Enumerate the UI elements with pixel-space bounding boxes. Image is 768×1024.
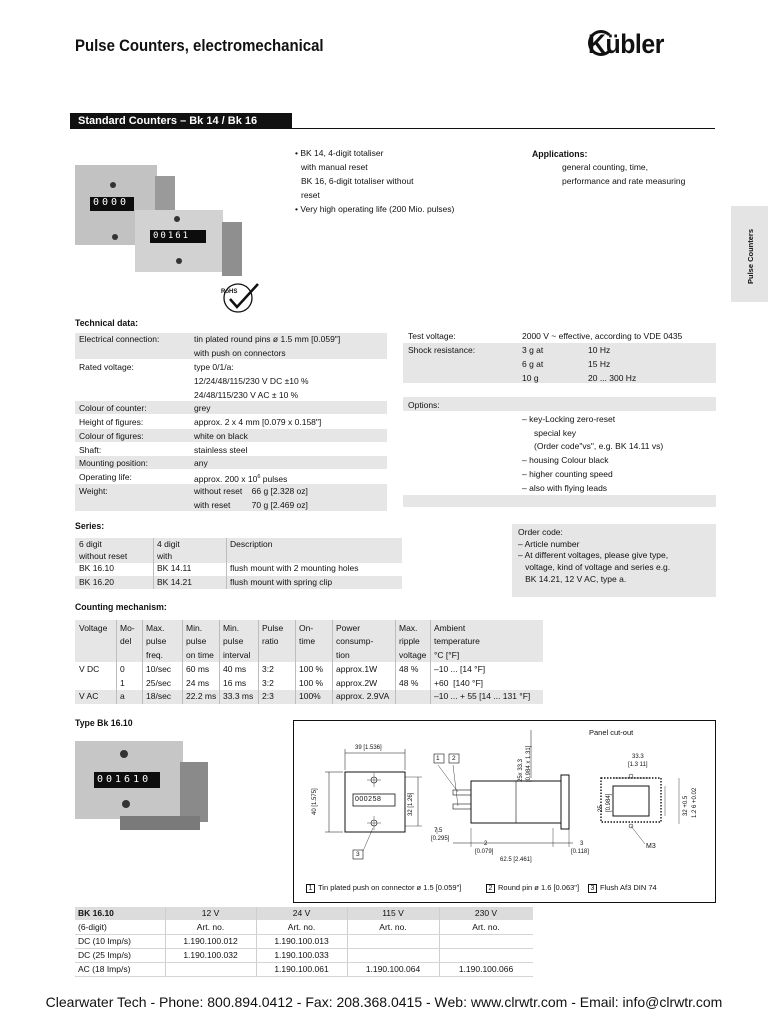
cm-cell: V DC xyxy=(79,664,100,674)
dim-label: [0.295] xyxy=(431,836,450,842)
type-counter-display: 001610 xyxy=(94,772,160,788)
series-cell: BK 14.21 xyxy=(157,577,192,587)
article-header: 12 V xyxy=(201,908,220,918)
tech-label: Shaft: xyxy=(79,445,102,455)
tech-right-value: 10 Hz xyxy=(588,345,611,355)
tech-value: without reset 66 g [2.328 oz] xyxy=(194,486,308,496)
dim-label: [1.3 11] xyxy=(628,762,648,768)
dim-label: [0.984] xyxy=(606,793,612,812)
cm-cell: 48 % xyxy=(399,678,419,688)
series-header: 4 digit xyxy=(157,539,180,549)
feature-line: reset xyxy=(301,190,320,200)
legend-item: 2 Round pin ø 1.6 [0.063"] xyxy=(486,883,579,893)
tech-label: Weight: xyxy=(79,486,108,496)
cm-header: Voltage xyxy=(79,623,108,633)
options-label: Options: xyxy=(408,400,440,410)
dim-label: [0.079] xyxy=(475,849,494,855)
article-header: BK 16.10 xyxy=(78,908,114,918)
tech-right-label: Test voltage: xyxy=(408,331,456,341)
applications-line: performance and rate measuring xyxy=(562,176,686,186)
article-cell: AC (18 Imp/s) xyxy=(78,964,131,974)
article-cell: 1.190.100.032 xyxy=(183,950,238,960)
tech-right-value: 2000 V ~ effective, according to VDE 0435 xyxy=(522,331,683,341)
counting-mechanism-heading: Counting mechanism: xyxy=(75,602,167,613)
series-header: 6 digit xyxy=(79,539,102,549)
tech-right-value: 15 Hz xyxy=(588,359,611,369)
applications-heading: Applications: xyxy=(532,149,588,160)
cm-header: voltage xyxy=(399,650,427,660)
cm-header: °C [°F] xyxy=(434,650,460,660)
series-header: with xyxy=(157,551,173,561)
counter6-display: 00161 xyxy=(150,230,206,243)
cm-header: pulse xyxy=(146,636,167,646)
legend-item: 1 Tin plated push on connector ø 1.5 [0.059"] xyxy=(306,883,461,893)
tech-label: Operating life: xyxy=(79,472,132,482)
feature-line: BK 16, 6-digit totaliser without xyxy=(301,176,414,186)
article-cell: 1.190.100.061 xyxy=(274,964,329,974)
technical-data-heading: Technical data: xyxy=(75,318,138,329)
tech-value: stainless steel xyxy=(194,445,248,455)
cm-header: temperature xyxy=(434,636,480,646)
article-cell: Art. no. xyxy=(379,922,407,932)
series-cell: flush mount with spring clip xyxy=(230,577,333,587)
cm-header: Power xyxy=(336,623,361,633)
tech-value: with reset 70 g [2.469 oz] xyxy=(194,500,308,510)
tech-value: type 0/1/a: xyxy=(194,362,234,372)
operating-life-value: approx. 200 x $10^6$ pulses xyxy=(194,473,288,484)
order-code-line: – At different voltages, please give type, xyxy=(518,550,669,560)
tech-value: 12/24/48/115/230 V DC ±10 % xyxy=(194,376,309,386)
cm-cell: 10/sec xyxy=(146,664,172,674)
cm-header: Pulse xyxy=(262,623,284,633)
order-code-line: voltage, kind of voltage and series e.g. xyxy=(518,562,671,572)
tech-value: 24/48/115/230 V AC ± 10 % xyxy=(194,390,299,400)
feature-line: • BK 14, 4-digit totaliser xyxy=(295,148,384,158)
article-cell: 1.190.100.066 xyxy=(458,964,514,974)
dim-label: 25 xyxy=(598,805,604,812)
cm-cell: 2:3 xyxy=(262,691,274,701)
cm-header: pulse xyxy=(186,636,207,646)
cm-cell: –10 ... + 55 [14 ... 131 °F] xyxy=(434,691,531,701)
cm-cell: 40 ms xyxy=(223,664,247,674)
legend-item: 3 Flush Af3 DIN 74 xyxy=(588,883,657,893)
page-title: Pulse Counters, electromechanical xyxy=(75,36,324,55)
section-divider xyxy=(292,128,715,129)
series-cell: flush mount with 2 mounting holes xyxy=(230,563,359,573)
dim-label: [0.118] xyxy=(571,849,589,855)
article-header: 230 V xyxy=(474,908,498,918)
article-cell: Art. no. xyxy=(196,922,225,932)
cm-cell: –10 ... [14 °F] xyxy=(434,664,486,674)
tech-right-value: 10 g xyxy=(522,373,539,383)
article-cell: 1.190.100.033 xyxy=(274,950,329,960)
cm-header: on time xyxy=(186,650,214,660)
cm-cell: 100 % xyxy=(299,664,324,674)
dim-label: 2 xyxy=(484,841,488,847)
side-tab-label: Pulse Counters xyxy=(746,228,755,284)
series-header: without reset xyxy=(79,551,128,561)
tech-label: Mounting position: xyxy=(79,458,148,468)
series-cell: BK 16.20 xyxy=(79,577,114,587)
cm-header: Min. xyxy=(223,623,240,633)
tech-label: Electrical connection: xyxy=(79,334,160,344)
cm-cell: 1 xyxy=(120,678,125,688)
series-heading: Series: xyxy=(75,521,105,532)
cm-header: del xyxy=(120,636,132,646)
cm-header: Max. xyxy=(399,623,418,633)
dim-label: 7.5 xyxy=(434,828,443,834)
feature-line: with manual reset xyxy=(301,162,368,172)
article-cell: 1.190.100.064 xyxy=(365,964,421,974)
option-item: special key xyxy=(534,428,577,438)
tech-label: Colour of counter: xyxy=(79,403,147,413)
cm-cell: 24 ms xyxy=(186,678,210,688)
panel-cutout-label: Panel cut-out xyxy=(589,728,634,737)
dim-label: 62.5 [2.461] xyxy=(500,857,532,863)
cm-header: freq. xyxy=(146,650,164,660)
cm-cell: 16 ms xyxy=(223,678,247,688)
cm-header: consump- xyxy=(336,636,374,646)
cm-cell: 18/sec xyxy=(146,691,172,701)
cm-header: ratio xyxy=(262,636,279,646)
dim-label: 33.3 xyxy=(632,754,644,760)
tech-label: Colour of figures: xyxy=(79,431,144,441)
tech-right-value: 20 ... 300 Hz xyxy=(588,373,637,383)
cm-header: Max. xyxy=(146,623,165,633)
cm-cell: approx. 2.9VA xyxy=(336,691,390,701)
cm-cell: 22.2 ms xyxy=(186,691,217,701)
article-cell: 1.190.100.012 xyxy=(183,936,238,946)
series-cell: BK 16.10 xyxy=(79,563,114,573)
series-cell: BK 14.11 xyxy=(157,563,192,573)
dim-label: 25x 33.3 xyxy=(518,758,524,782)
cm-cell: V AC xyxy=(79,691,99,701)
tech-value: approx. 2 x 4 mm [0.079 x 0.158"] xyxy=(194,417,322,427)
cm-cell: 60 ms xyxy=(186,664,210,674)
tech-value: any xyxy=(194,458,208,468)
dim-label: M3 xyxy=(646,843,656,850)
series-header: Description xyxy=(230,539,273,549)
option-item: – housing Colour black xyxy=(522,455,609,465)
drawing-display-label: 000258 xyxy=(355,796,382,803)
cm-cell: +60 [140 °F] xyxy=(434,678,483,688)
dim-label: 40 [1.575] xyxy=(312,788,318,815)
dim-label: [0.984 x 1.31] xyxy=(526,745,532,782)
cm-cell: 48 % xyxy=(399,664,419,674)
tech-value: grey xyxy=(194,403,211,413)
order-code-line: – Article number xyxy=(518,539,580,549)
cm-header: tion xyxy=(336,650,350,660)
cm-cell: approx.2W xyxy=(336,678,378,688)
tech-value: tin plated round pins ø 1.5 mm [0.059"] xyxy=(194,334,341,344)
tech-right-label: Shock resistance: xyxy=(408,345,476,355)
tech-right-value: 3 g at xyxy=(522,345,544,355)
cm-header: pulse xyxy=(223,636,244,646)
cm-cell: 33.3 ms xyxy=(223,691,254,701)
cm-cell: 0 xyxy=(120,664,125,674)
cm-header: Min. xyxy=(186,623,203,633)
cm-header: Mo- xyxy=(120,623,135,633)
cm-header: Ambient xyxy=(434,623,466,633)
article-cell: DC (25 Imp/s) xyxy=(78,950,131,960)
section-title-bar: Standard Counters – Bk 14 / Bk 16 xyxy=(70,113,292,129)
applications-line: general counting, time, xyxy=(562,162,648,172)
option-item: – higher counting speed xyxy=(522,469,613,479)
feature-line: • Very high operating life (200 Mio. pulses) xyxy=(295,204,455,214)
dim-label: 3 xyxy=(580,841,584,847)
type-label: Type Bk 16.10 xyxy=(75,718,133,729)
article-cell: Art. no. xyxy=(472,922,500,932)
dim-label: 1.2 6 +0.02 xyxy=(692,787,698,818)
cm-cell: 25/sec xyxy=(146,678,172,688)
cm-cell: 100 % xyxy=(299,678,324,688)
cm-cell: a xyxy=(120,691,125,701)
cm-header: ripple xyxy=(399,636,420,646)
article-cell: (6-digit) xyxy=(78,922,107,932)
option-item: – key-Locking zero-reset xyxy=(522,414,616,424)
callout-number: 3 xyxy=(356,851,360,858)
tech-right-value: 6 g at xyxy=(522,359,544,369)
dim-label: 32 +0.5 xyxy=(683,795,689,816)
option-item: – also with flying leads xyxy=(522,483,608,493)
article-header: 24 V xyxy=(292,908,311,918)
kubler-logo: Kübler xyxy=(588,29,664,59)
tech-label: Height of figures: xyxy=(79,417,144,427)
cm-header: time xyxy=(299,636,316,646)
rohs-label: RoHS xyxy=(221,289,238,295)
dim-label: 39 [1.536] xyxy=(355,745,382,751)
cm-cell: 3:2 xyxy=(262,678,274,688)
cm-cell: 100% xyxy=(299,691,321,701)
cm-cell: 3:2 xyxy=(262,664,274,674)
order-code-line: BK 14.21, 12 V AC, type a. xyxy=(518,574,627,584)
callout-number: 1 xyxy=(436,755,440,762)
article-cell: DC (10 Imp/s) xyxy=(78,936,131,946)
tech-value: white on black xyxy=(194,431,248,441)
cm-header: On- xyxy=(299,623,314,633)
order-code-line: Order code: xyxy=(518,527,563,537)
cm-cell: approx.1W xyxy=(336,664,378,674)
callout-number: 2 xyxy=(452,755,456,762)
counter4-display: 0000 xyxy=(90,197,134,211)
dim-label: 32 [1.26] xyxy=(408,792,414,816)
contact-footer: Clearwater Tech - Phone: 800.894.0412 - Fax: 208.368.0415 - Web: www.clrwtr.com - Email: info@clrwtr.com xyxy=(45,994,723,1010)
tech-value: with push on connectors xyxy=(194,348,286,358)
article-header: 115 V xyxy=(382,908,404,918)
cm-header: interval xyxy=(223,650,251,660)
option-item: (Order code"vs", e.g. BK 14.11 vs) xyxy=(534,441,664,451)
tech-label: Rated voltage: xyxy=(79,362,134,372)
article-cell: 1.190.100.013 xyxy=(274,936,329,946)
article-cell: Art. no. xyxy=(287,922,316,932)
